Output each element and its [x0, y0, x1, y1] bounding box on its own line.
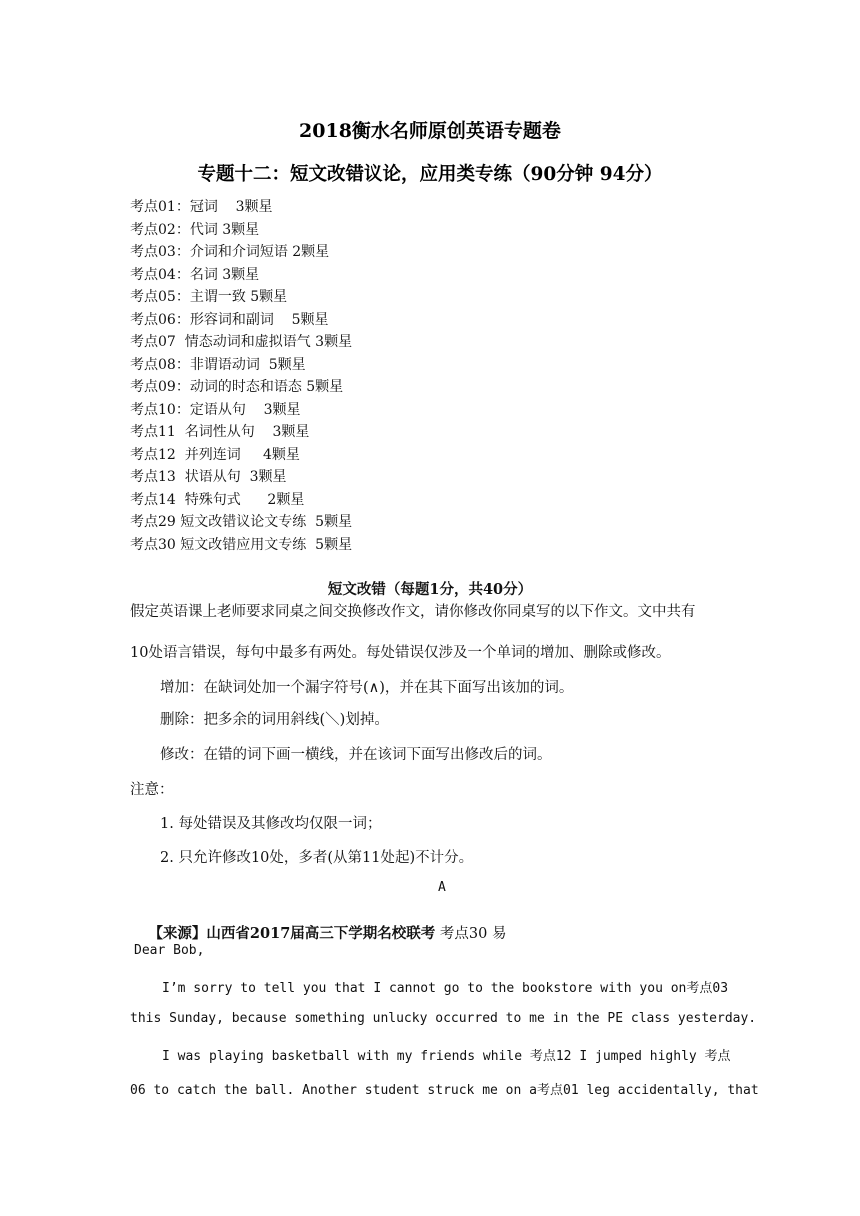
- rule-add: 增加：在缺词处加一个漏字符号(∧)，并在其下面写出该加的词。: [160, 680, 574, 696]
- kaodian-item: 考点05：主谓一致 5颗星: [130, 289, 288, 305]
- source-tag: 考点30 易: [435, 926, 507, 942]
- kaodian-item: 考点14 特殊句式 2颗星: [130, 491, 305, 508]
- note-item-2: 2. 只允许修改10处，多者(从第11处起)不计分。: [160, 850, 474, 866]
- source-label: 【来源】山西省2017届高三下学期名校联考: [148, 925, 436, 942]
- note-item-1: 1. 每处错误及其修改均仅限一词；: [160, 816, 382, 832]
- kaodian-item: 考点11 名词性从句 3颗星: [130, 424, 310, 440]
- kaodian-item: 考点29 短文改错议论文专练 5颗星: [130, 514, 353, 530]
- kaodian-item: 考点02：代词 3颗星: [130, 221, 260, 238]
- kaodian-item: 考点13 状语从句 3颗星: [130, 469, 287, 485]
- passage-letter: A: [438, 880, 446, 895]
- kaodian-item: 考点09：动词的时态和语态 5颗星: [130, 379, 344, 395]
- kaodian-item: 考点06：形容词和副词 5颗星: [130, 311, 329, 328]
- kaodian-item: 考点10：定语从句 3颗星: [130, 401, 301, 418]
- passage-line-4: 06 to catch the ball. Another student struck me on a考点01 leg accidentally, that: [130, 1083, 759, 1098]
- kaodian-item: 考点04：名词 3颗星: [130, 266, 260, 283]
- instruction-line-2: 10处语言错误，每句中最多有两处。每处错误仅涉及一个单词的增加、删除或修改。: [130, 645, 671, 661]
- passage-line-2: this Sunday, because something unlucky occurred to me in the PE class yesterday.: [130, 1011, 757, 1026]
- kaodian-item: 考点01：冠词 3颗星: [130, 199, 273, 215]
- rule-modify: 修改：在错的词下画一横线，并在该词下面写出修改后的词。: [160, 747, 552, 763]
- note-label: 注意：: [130, 782, 174, 798]
- passage-line-1: I’m sorry to tell you that I cannot go to the bookstore with you on考点03: [162, 981, 729, 996]
- instruction-line-1: 假定英语课上老师要求同桌之间交换修改作文，请你修改你同桌写的以下作文。文中共有: [130, 604, 696, 620]
- kaodian-item: 考点08：非谓语动词 5颗星: [130, 356, 306, 373]
- passage-line-3: I was playing basketball with my friends while 考点12 I jumped highly 考点: [162, 1049, 731, 1064]
- kaodian-list: [130, 196, 352, 556]
- kaodian-item: 考点12 并列连词 4颗星: [130, 446, 300, 463]
- rule-delete: 删除：把多余的词用斜线(＼)划掉。: [160, 712, 389, 728]
- section-heading: 短文改错（每题1分，共40分）: [327, 581, 533, 598]
- letter-greeting: Dear Bob,: [134, 943, 205, 958]
- kaodian-item: 考点03：介词和介词短语 2颗星: [130, 244, 330, 260]
- kaodian-item: 考点30 短文改错应用文专练 5颗星: [130, 536, 353, 553]
- kaodian-item: 考点07 情态动词和虚拟语气 3颗星: [130, 334, 353, 350]
- page-title: 2018衡水名师原创英语专题卷: [299, 120, 561, 142]
- page-subtitle: 专题十二：短文改错议论，应用类专练（90分钟 94分）: [197, 164, 663, 185]
